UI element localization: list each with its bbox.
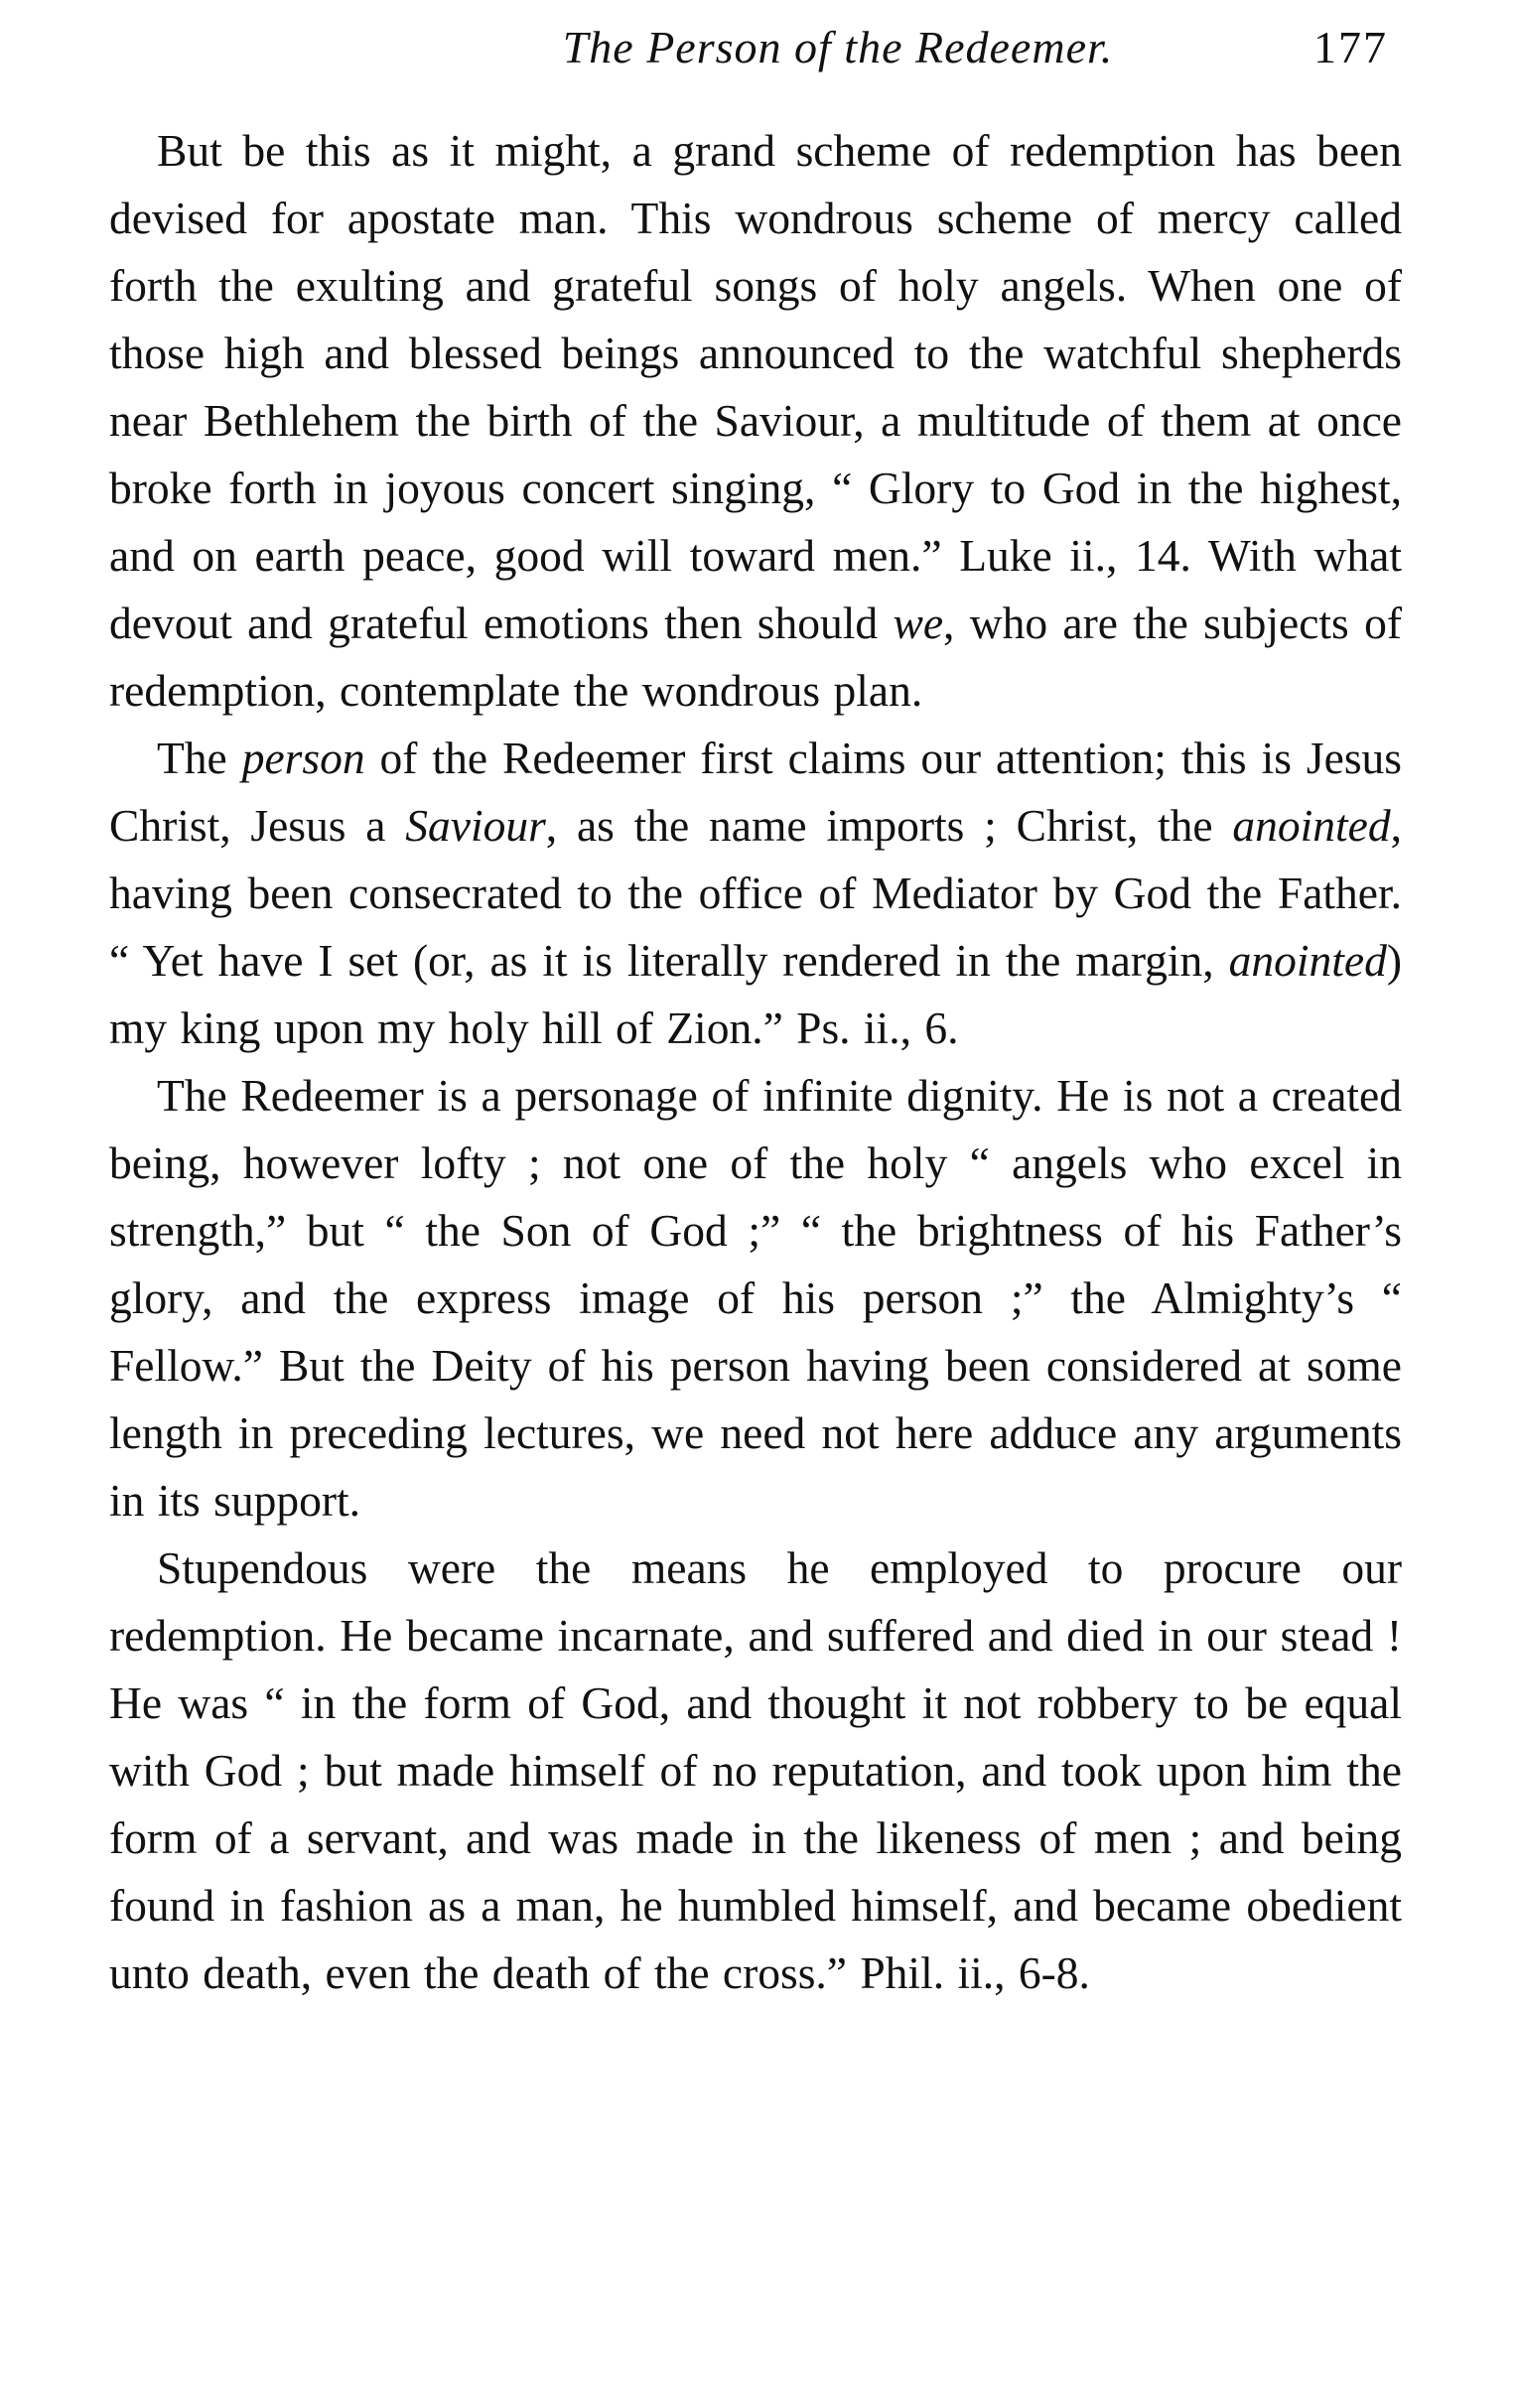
body-text: [109, 117, 1402, 2007]
running-title: The Person of the Redeemer.: [562, 22, 1114, 72]
text-run: ) my king upon my holy hill of Zion.” Ps. ii., 6.: [109, 935, 1402, 1053]
page-number: 177: [1313, 22, 1388, 72]
italic-text-run: Saviour: [405, 800, 546, 851]
text-run: , who are the subjects of redemption, contemplate the wondrous plan.: [109, 598, 1402, 716]
italic-text-run: anointed: [1232, 800, 1391, 851]
text-run: The: [157, 733, 242, 783]
paragraph-redemption-scheme: [109, 117, 1402, 725]
paragraph-person-of-redeemer: [109, 725, 1402, 1062]
italic-text-run: person: [241, 733, 365, 783]
text-run: Stupendous were the means he employed to procure our redemption. He became incarnate, and suffered and died in our stead ! He was “ in the form of God, and thought it not robbery to be equal with God ; but made himself of no reputation, and took upon him the form of a servant, and was made in the likeness of men ; and being found in fashion as a man, he humbled himself, and became obedient unto death, even the death of the cross.” Phil. ii., 6-8.: [109, 1542, 1402, 1998]
text-run: of the Redeemer first claims our attention; this is Jesus Christ, Jesus a: [109, 733, 1402, 851]
text-run: But be this as it might, a grand scheme of redemption has been devised for apostate man. This wondrous scheme of mercy called forth the exulting and grateful songs of holy angels. When one of those high and blessed beings announced to the watchful shepherds near Bethlehem the birth of the Saviour, a multitude of them at once broke forth in joyous concert singing, “ Glory to God in the highest, and on earth peace, good will toward men.” Luke ii., 14. With what devout and grateful emotions then should: [109, 125, 1402, 648]
running-head: [111, 18, 1406, 77]
text-run: , as the name imports ; Christ, the: [545, 800, 1233, 851]
text-run: , having been consecrated to the office of Mediator by God the Father. “ Yet have I set (or, as it is literally rendered in the margin,: [109, 800, 1402, 986]
italic-text-run: we: [893, 598, 944, 648]
text-run: The Redeemer is a personage of infinite dignity. He is not a created being, however lofty ; not one of the holy “ angels who excel in strength,” but “ the Son of God ;” “ the brightness of his Father’s glory, and the express image of his person ;” the Almighty’s “ Fellow.” But the Deity of his person having been considered at some length in preceding lectures, we need not here adduce any arguments in its support.: [109, 1070, 1402, 1526]
paragraph-infinite-dignity: [109, 1062, 1402, 1535]
paragraph-stupendous-means: [109, 1535, 1402, 2007]
italic-text-run: anointed: [1228, 935, 1387, 986]
